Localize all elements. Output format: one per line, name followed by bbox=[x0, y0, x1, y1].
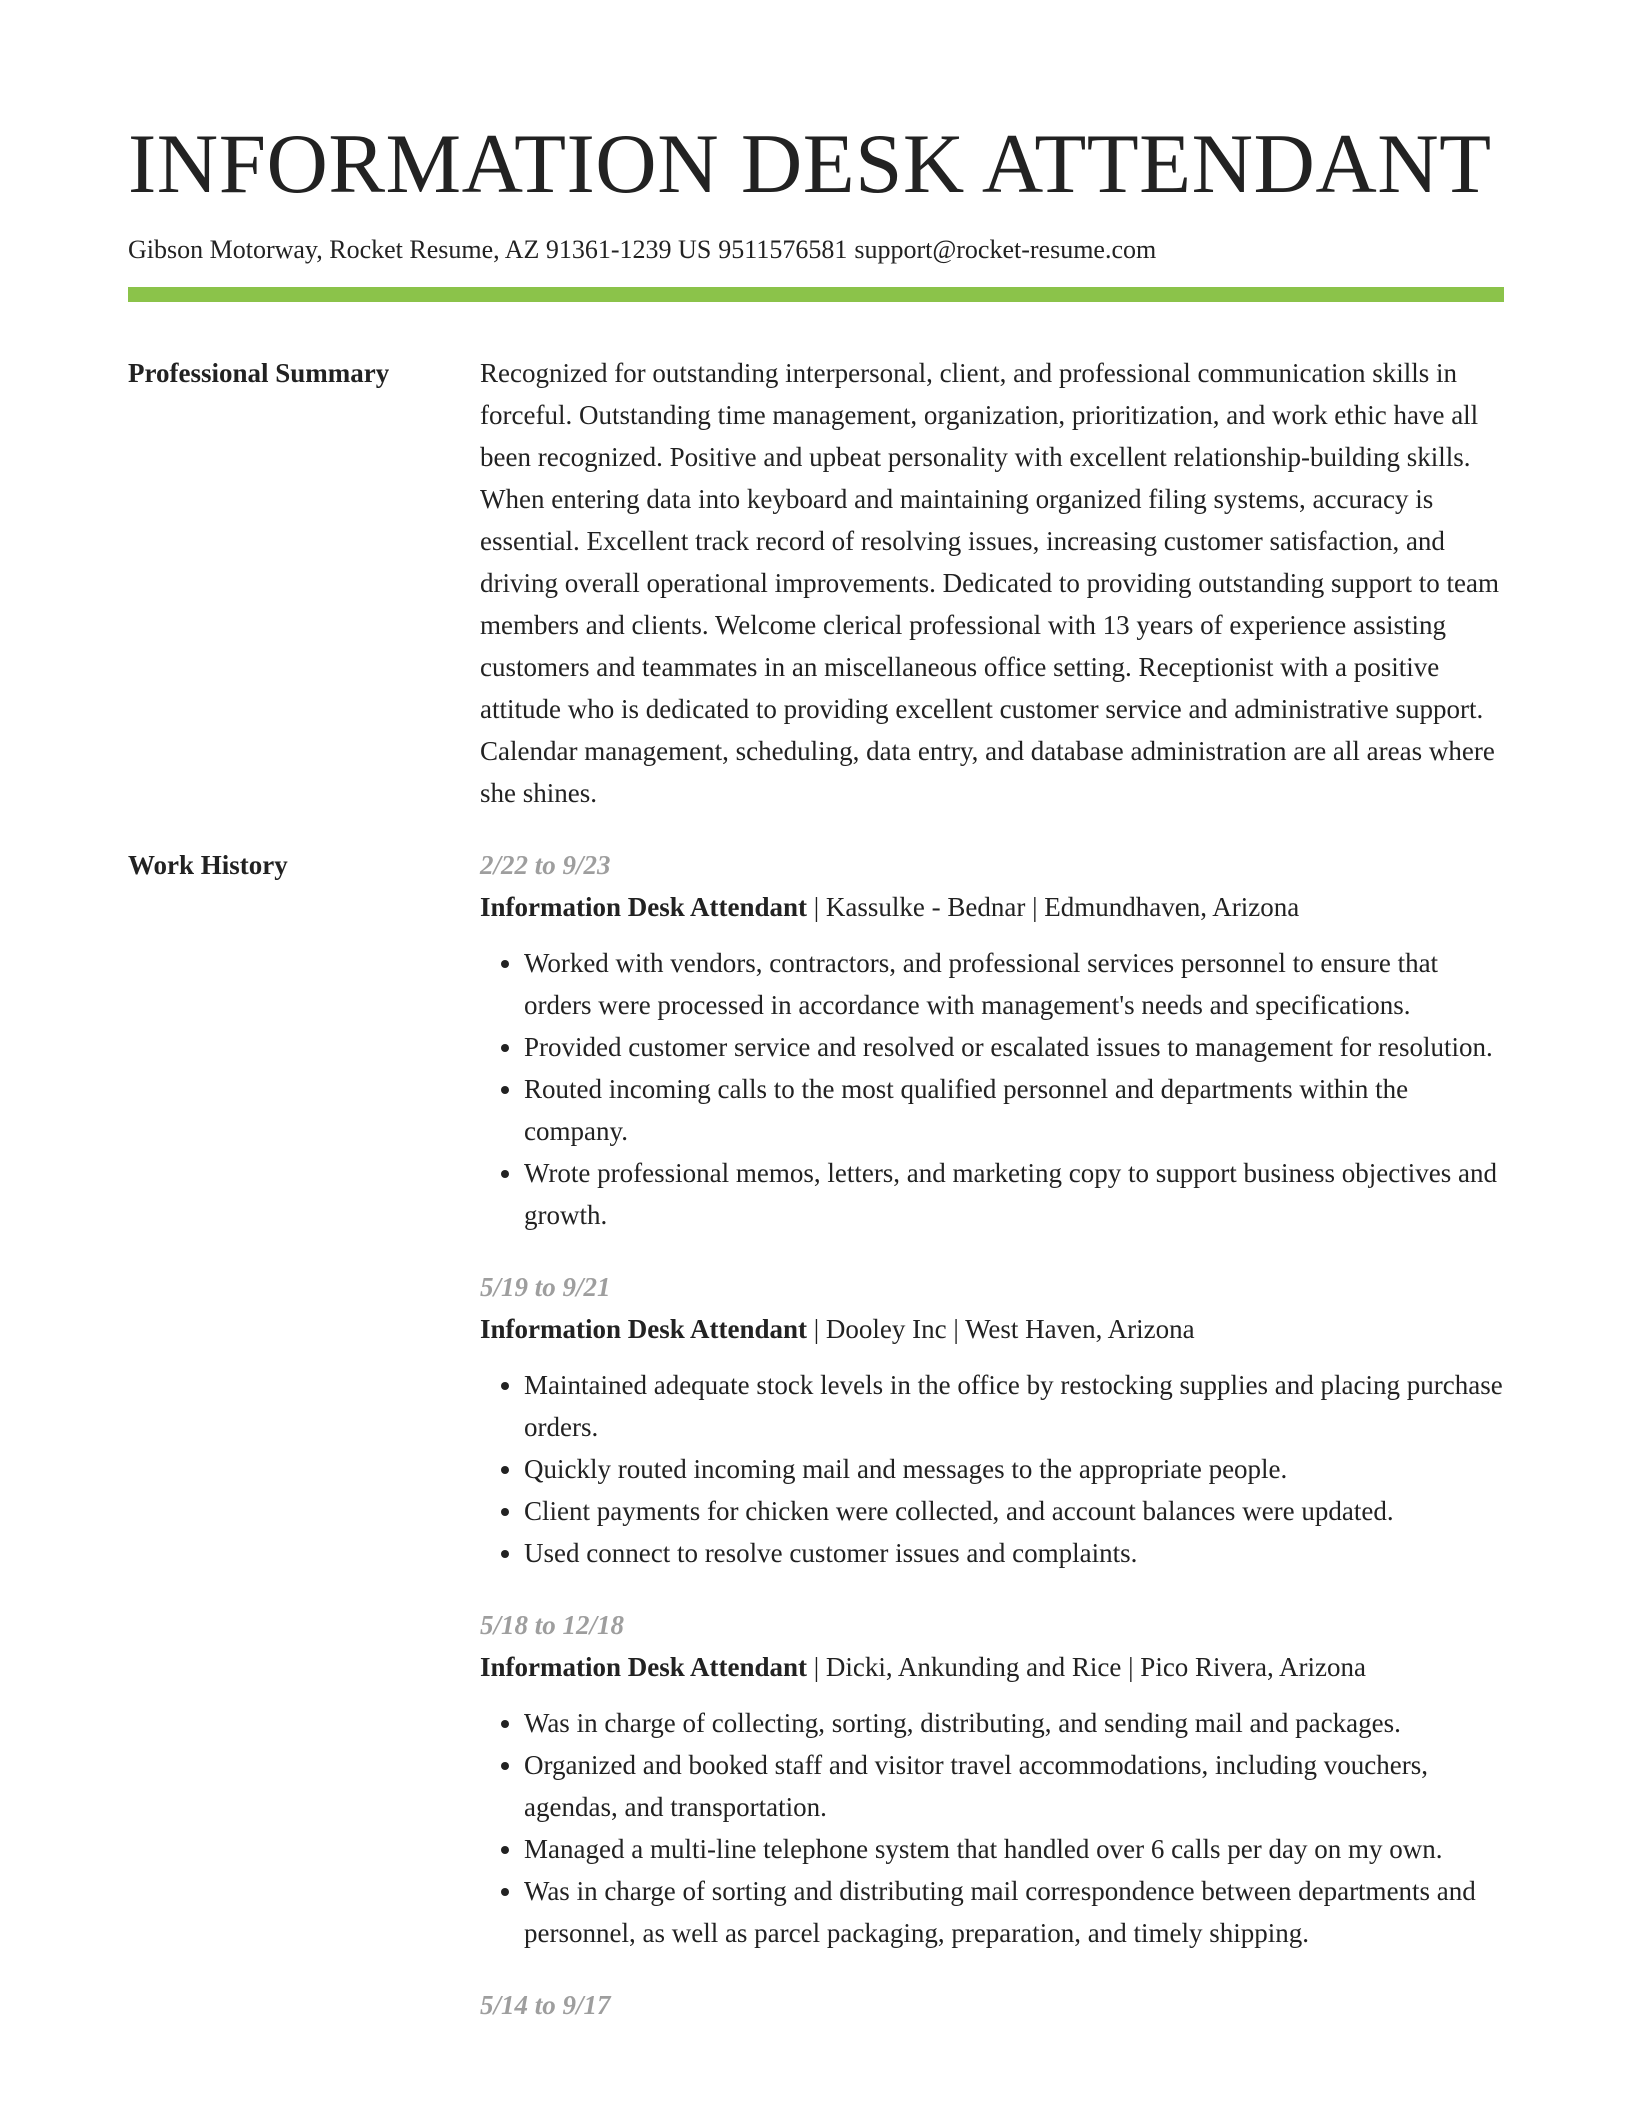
job-duty: • Maintained adequate stock levels in the office by restocking supplies and placing purchase orders. bbox=[524, 1364, 1504, 1448]
job-duty: • Routed incoming calls to the most qualified personnel and departments within the company. bbox=[524, 1068, 1504, 1152]
job-duty: • Was in charge of collecting, sorting, distributing, and sending mail and packages. bbox=[524, 1702, 1504, 1744]
job-details: | Kassulke - Bednar | Edmundhaven, Arizona bbox=[807, 891, 1300, 922]
job-duties bbox=[480, 1702, 1504, 1954]
contact-address: Gibson Motorway, Rocket Resume, AZ 91361-1239 US bbox=[128, 234, 712, 264]
job-duty: • Worked with vendors, contractors, and professional services personnel to ensure that orders were processed in accordance with management's needs and specifications. bbox=[524, 942, 1504, 1026]
job-dates: 5/14 to 9/17 bbox=[480, 1989, 611, 2020]
job-dates: 2/22 to 9/23 bbox=[480, 849, 611, 880]
work-history-list bbox=[480, 844, 1504, 2056]
job-dates: 5/18 to 12/18 bbox=[480, 1609, 625, 1640]
job-details: | Dooley Inc | West Haven, Arizona bbox=[807, 1313, 1195, 1344]
summary-heading: Professional Summary bbox=[128, 357, 390, 388]
job-heading bbox=[480, 886, 1504, 928]
contact-phone: 9511576581 bbox=[718, 234, 848, 264]
work-history-heading: Work History bbox=[128, 849, 288, 880]
header-divider bbox=[128, 287, 1504, 302]
job-entry bbox=[480, 1984, 1504, 2026]
job-duty: • Quickly routed incoming mail and messages to the appropriate people. bbox=[524, 1448, 1504, 1490]
job-entry bbox=[480, 1266, 1504, 1574]
job-duties bbox=[480, 1364, 1504, 1574]
job-title: Information Desk Attendant bbox=[480, 891, 808, 922]
summary-text: Recognized for outstanding interpersonal, client, and professional communication skills in forceful. Outstanding time management, organization, prioritization, and work ethic have all been recognized. Positive and upbeat personality with excellent relationship-building skills. When entering data into keyboard and maintaining organized filing systems, accuracy is essential. Excellent track record of resolving issues, increasing customer satisfaction, and driving overall operational improvements. Dedicated to providing outstanding support to team members and clients. Welcome clerical professional with 13 years of experience assisting customers and teammates in an miscellaneous office setting. Receptionist with a positive attitude who is dedicated to providing excellent customer service and administrative support. Calendar management, scheduling, data entry, and database administration are all areas where she shines. bbox=[480, 357, 1500, 808]
job-duty: • Client payments for chicken were collected, and account balances were updated. bbox=[524, 1490, 1504, 1532]
summary-section bbox=[128, 352, 1504, 814]
resume-name: INFORMATION DESK ATTENDANT bbox=[128, 117, 1492, 211]
job-entry bbox=[480, 1604, 1504, 1954]
job-heading bbox=[480, 1308, 1504, 1350]
job-duty: • Organized and booked staff and visitor travel accommodations, including vouchers, agendas, and transportation. bbox=[524, 1744, 1504, 1828]
job-duty: • Managed a multi-line telephone system that handled over 6 calls per day on my own. bbox=[524, 1828, 1504, 1870]
job-duty: • Provided customer service and resolved or escalated issues to management for resolution. bbox=[524, 1026, 1504, 1068]
contact-email: support@rocket-resume.com bbox=[854, 234, 1157, 264]
job-duty: • Was in charge of sorting and distributing mail correspondence between departments and personnel, as well as parcel packaging, preparation, and timely shipping. bbox=[524, 1870, 1504, 1954]
resume-page bbox=[128, 118, 1504, 2056]
job-title: Information Desk Attendant bbox=[480, 1651, 808, 1682]
job-duty: • Used connect to resolve customer issues and complaints. bbox=[524, 1532, 1504, 1574]
job-dates: 5/19 to 9/21 bbox=[480, 1271, 611, 1302]
job-heading bbox=[480, 1646, 1504, 1688]
work-history-section bbox=[128, 844, 1504, 2056]
job-duty: • Wrote professional memos, letters, and marketing copy to support business objectives and growth. bbox=[524, 1152, 1504, 1236]
job-details: | Dicki, Ankunding and Rice | Pico Rivera, Arizona bbox=[807, 1651, 1366, 1682]
contact-line bbox=[128, 234, 1504, 265]
job-duties bbox=[480, 942, 1504, 1236]
job-entry bbox=[480, 844, 1504, 1236]
job-title: Information Desk Attendant bbox=[480, 1313, 808, 1344]
